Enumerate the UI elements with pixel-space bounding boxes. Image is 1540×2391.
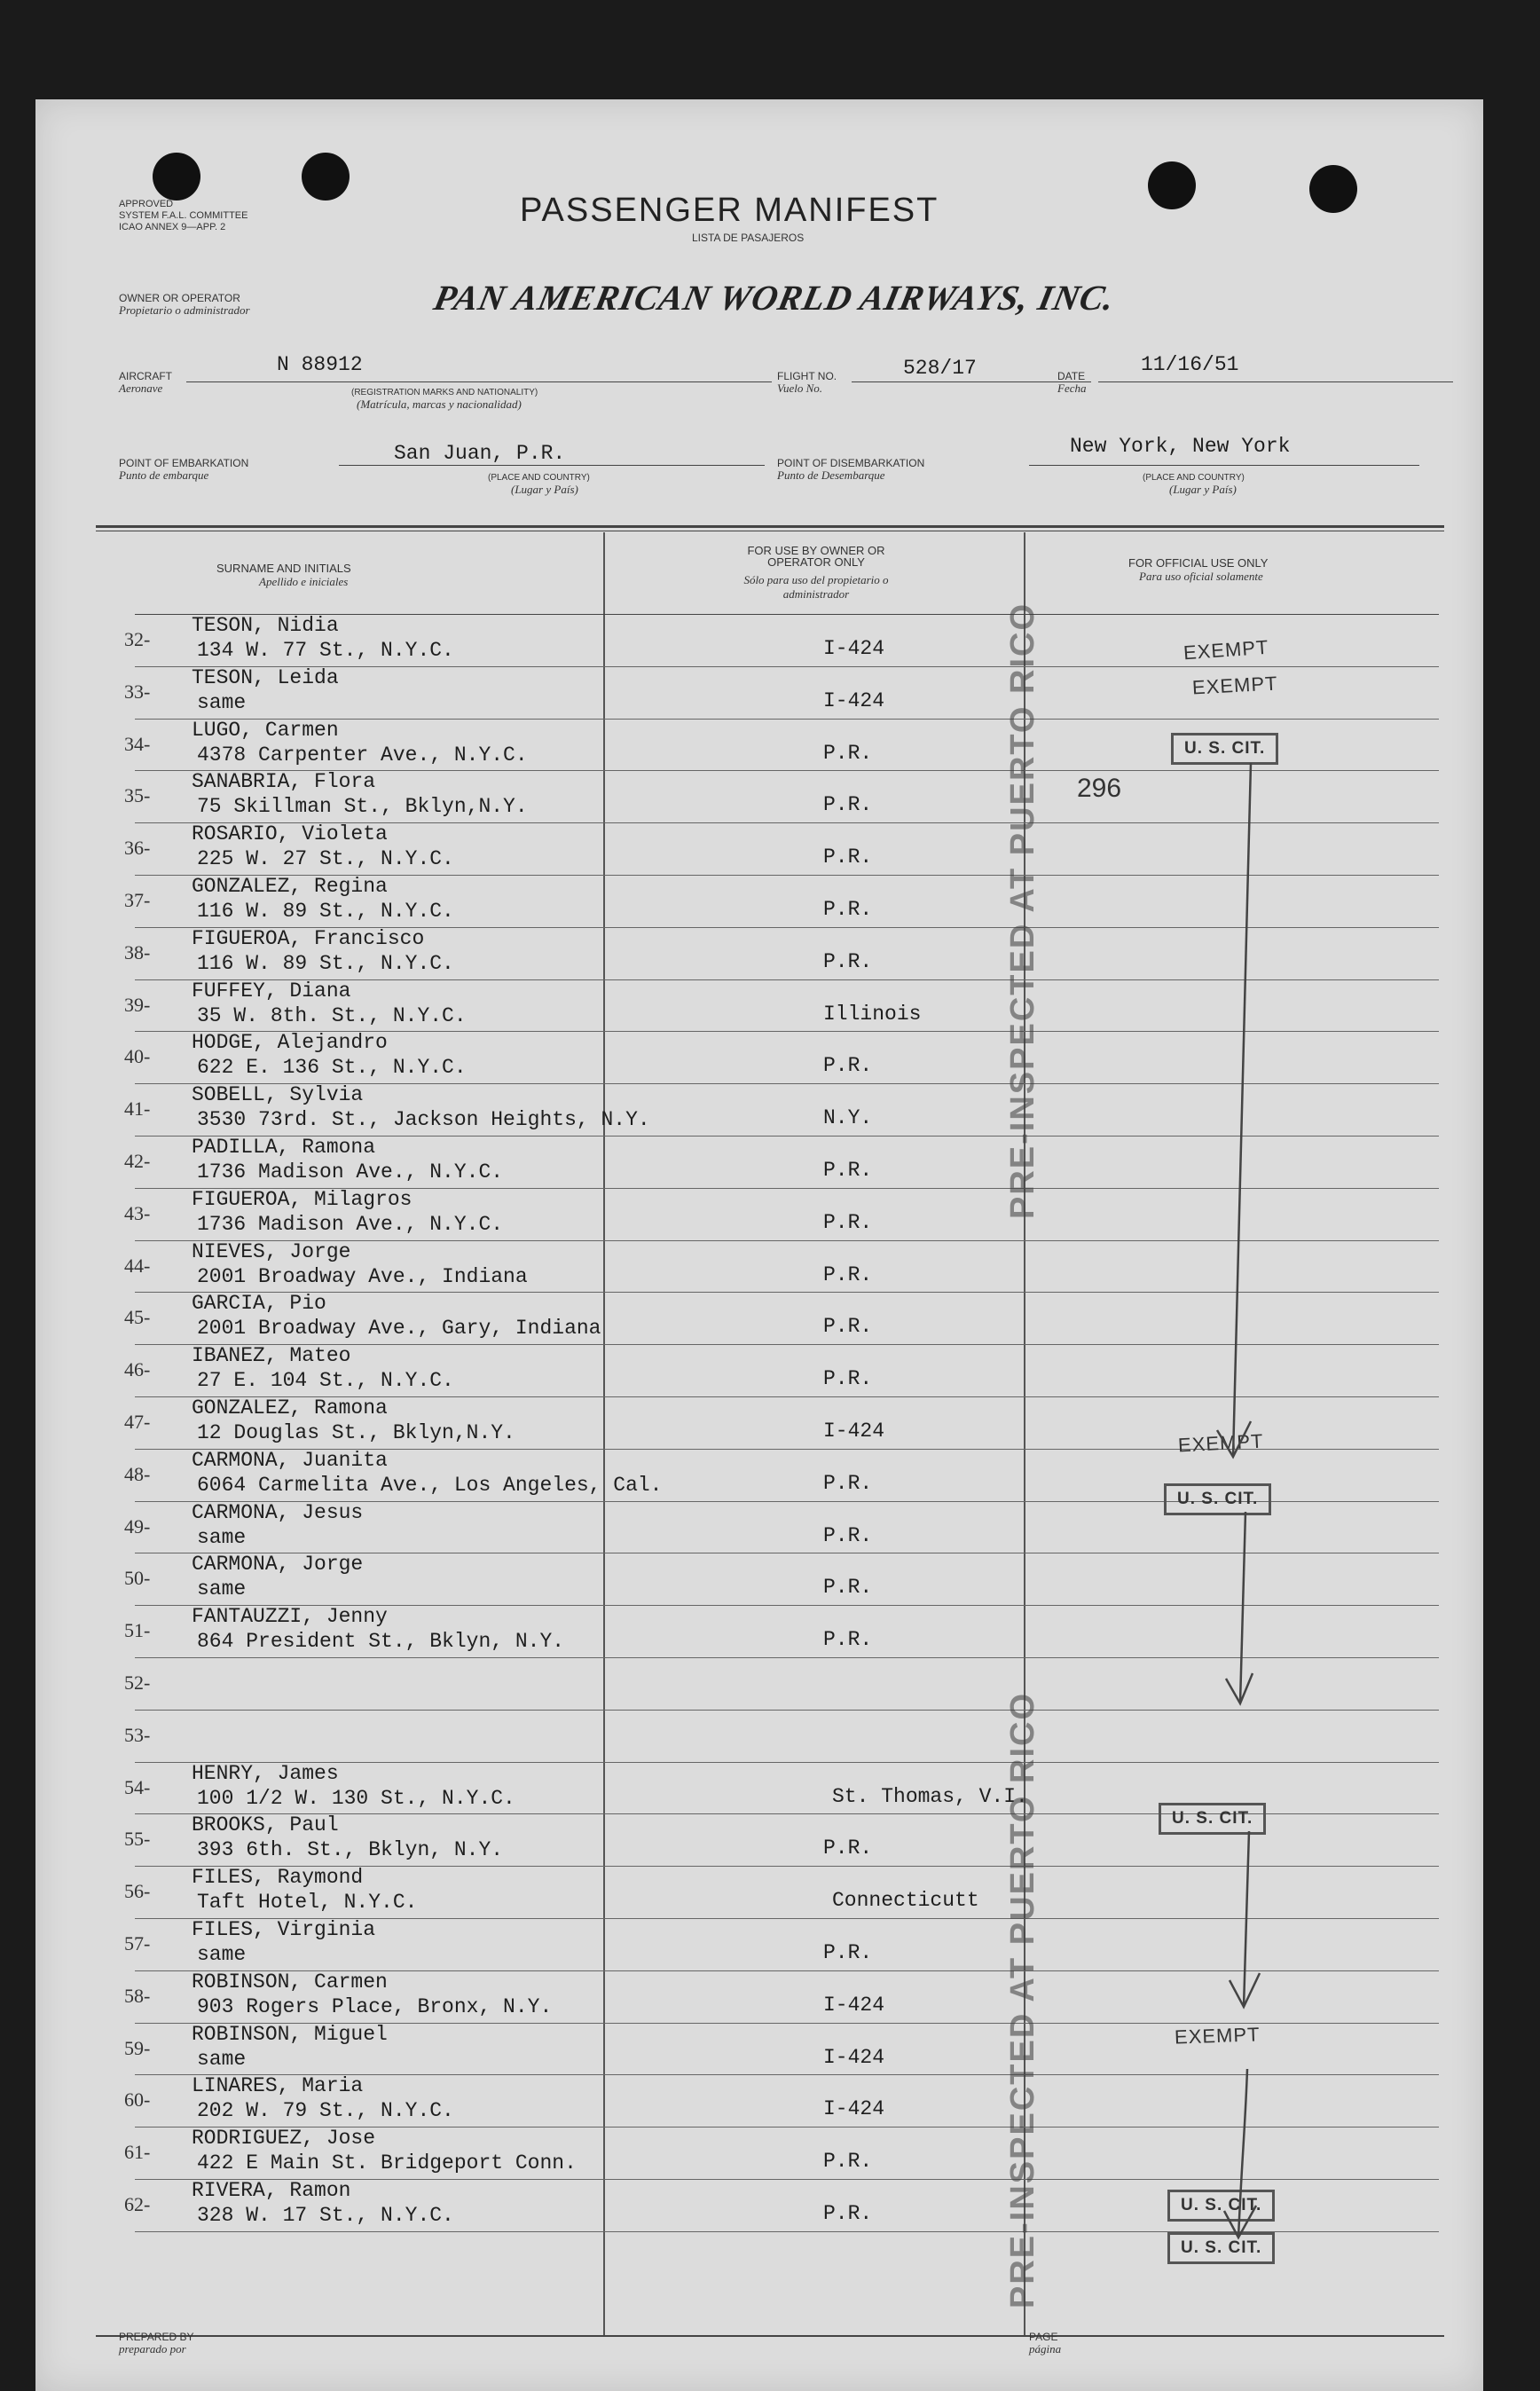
exempt-mark: EXEMPT: [1174, 2023, 1261, 2049]
passenger-number: 52-: [124, 1671, 151, 1694]
passenger-name: LUGO, Carmen: [192, 718, 339, 742]
passenger-address: 3530 73rd. St., Jackson Heights, N.Y.: [197, 1108, 650, 1132]
disembark-value: New York, New York: [1070, 435, 1291, 458]
col-header-official: FOR OFFICIAL USE ONLY: [1128, 556, 1269, 570]
passenger-address: 422 E Main St. Bridgeport Conn.: [197, 2151, 577, 2175]
date-label: DATE: [1057, 370, 1086, 382]
passenger-number: 53-: [124, 1723, 151, 1746]
passenger-address: 202 W. 79 St., N.Y.C.: [197, 2099, 454, 2123]
passenger-owner-use: P.R.: [823, 1315, 873, 1339]
passenger-number: 47-: [124, 1411, 151, 1433]
manifest-title: PASSENGER MANIFEST: [520, 192, 939, 229]
preinspected-stamp: PRE-INSPECTED AT PUERTO RICO: [1004, 602, 1041, 1219]
passenger-number: 55-: [124, 1828, 151, 1851]
passenger-owner-use: P.R.: [823, 949, 873, 973]
passenger-address: 1736 Madison Ave., N.Y.C.: [197, 1212, 504, 1236]
passenger-name: BROOKS, Paul: [192, 1813, 339, 1837]
passenger-number: 40-: [124, 1045, 151, 1068]
approval-line: APPROVED: [119, 199, 174, 209]
passenger-number: 57-: [124, 1932, 151, 1954]
passenger-number: 37-: [124, 889, 151, 911]
passenger-number: 49-: [124, 1514, 151, 1538]
embark-place-sub-es: (Lugar y País): [511, 483, 578, 496]
passenger-address: 225 W. 27 St., N.Y.C.: [197, 847, 454, 871]
passenger-number: 44-: [124, 1254, 151, 1277]
passenger-name: CARMONA, Jorge: [192, 1553, 364, 1577]
date-value: 11/16/51: [1141, 353, 1239, 376]
flight-label: FLIGHT NO.: [777, 370, 837, 382]
passenger-name: RIVERA, Ramon: [192, 2179, 351, 2202]
passenger-number: 54-: [124, 1775, 151, 1798]
passenger-address: 2001 Broadway Ave., Gary, Indiana: [197, 1317, 601, 1341]
passenger-owner-use: I-424: [823, 2045, 885, 2069]
passenger-name: TESON, Nidia: [192, 614, 339, 637]
passenger-address: 4378 Carpenter Ave., N.Y.C.: [197, 743, 528, 767]
passenger-address: 12 Douglas St., Bklyn,N.Y.: [197, 1421, 515, 1444]
flight-value: 528/17: [903, 357, 977, 380]
passenger-name: FANTAUZZI, Jenny: [192, 1605, 388, 1629]
passenger-name: FUFFEY, Diana: [192, 979, 351, 1003]
passenger-address: 100 1/2 W. 130 St., N.Y.C.: [197, 1786, 515, 1810]
passenger-owner-use: P.R.: [823, 1367, 873, 1391]
passenger-number: 35-: [124, 784, 151, 807]
passenger-owner-use: P.R.: [823, 1837, 873, 1860]
passenger-owner-use: St. Thomas, V.I.: [832, 1784, 1028, 1808]
aircraft-label-es: Aeronave: [119, 381, 163, 395]
passenger-owner-use: P.R.: [823, 898, 873, 921]
passenger-address: 1736 Madison Ave., N.Y.C.: [197, 1160, 504, 1184]
embark-place-sub: (PLACE AND COUNTRY): [488, 473, 590, 483]
passenger-number: 38-: [124, 940, 151, 963]
approval-line: ICAO ANNEX 9—APP. 2: [119, 222, 226, 232]
passenger-number: 48-: [124, 1462, 151, 1485]
passenger-name: GARCIA, Pio: [192, 1292, 326, 1316]
passenger-owner-use: I-424: [823, 688, 885, 712]
passenger-name: CARMONA, Jesus: [192, 1500, 364, 1524]
aircraft-underline: [186, 381, 772, 382]
disembark-label-es: Punto de Desembarque: [777, 468, 885, 482]
passenger-name: SANABRIA, Flora: [192, 770, 376, 794]
arrow-line: [1233, 763, 1251, 1457]
us-citizen-stamp: U. S. CIT.: [1167, 2190, 1275, 2222]
passenger-address: Taft Hotel, N.Y.C.: [197, 1891, 418, 1915]
handdrawn-arrows: [1100, 720, 1295, 2282]
passenger-name: HODGE, Alejandro: [192, 1031, 388, 1055]
passenger-number: 36-: [124, 837, 151, 860]
passenger-number: 32-: [124, 628, 151, 650]
exempt-mark: EXEMPT: [1191, 672, 1279, 699]
aircraft-value: N 88912: [277, 353, 363, 376]
approval-block: [119, 199, 248, 233]
operator-name: PAN AMERICAN WORLD AIRWAYS, INC.: [430, 278, 1120, 318]
arrow-line: [1240, 1512, 1245, 1703]
passenger-address: 6064 Carmelita Ave., Los Angeles, Cal.: [197, 1473, 663, 1497]
passenger-name: TESON, Leida: [192, 665, 339, 689]
passenger-owner-use: P.R.: [823, 1159, 873, 1182]
passenger-owner-use: Connecticutt: [832, 1889, 979, 1913]
passenger-name: FILES, Virginia: [192, 1918, 376, 1941]
col-header-name-es: Apellido e iniciales: [259, 575, 349, 588]
passenger-name: HENRY, James: [192, 1761, 339, 1785]
passenger-address: 116 W. 89 St., N.Y.C.: [197, 900, 454, 923]
passenger-number: 41-: [124, 1097, 151, 1121]
us-citizen-stamp: U. S. CIT.: [1159, 1803, 1266, 1835]
passenger-number: 42-: [124, 1150, 151, 1172]
owner-label-es: Propietario o administrador: [119, 303, 250, 317]
passenger-owner-use: P.R.: [823, 1941, 873, 1964]
page-label-es: página: [1029, 2342, 1062, 2356]
passenger-address: 35 W. 8th. St., N.Y.C.: [197, 1003, 467, 1027]
passenger-number: 43-: [124, 1201, 151, 1224]
punch-hole: [302, 153, 350, 201]
passenger-owner-use: P.R.: [823, 1628, 873, 1652]
approval-line: SYSTEM F.A.L. COMMITTEE: [119, 210, 248, 221]
embark-label-es: Punto de embarque: [119, 468, 209, 482]
passenger-number: 45-: [124, 1306, 151, 1329]
page-label: PAGE: [1029, 2331, 1058, 2343]
col-header-name: SURNAME AND INITIALS: [216, 562, 351, 575]
passenger-owner-use: P.R.: [823, 846, 873, 869]
passenger-address: 903 Rogers Place, Bronx, N.Y.: [197, 1994, 553, 2018]
prepared-label: PREPARED BY: [119, 2331, 194, 2343]
manifest-sheet: [35, 99, 1483, 2391]
handwritten-296: 296: [1077, 774, 1122, 803]
exempt-mark: EXEMPT: [1182, 635, 1270, 665]
passenger-owner-use: P.R.: [823, 1576, 873, 1600]
passenger-address: 27 E. 104 St., N.Y.C.: [197, 1369, 454, 1393]
passenger-number: 33-: [124, 680, 151, 703]
passenger-address: same: [197, 1943, 247, 1966]
passenger-name: ROBINSON, Carmen: [192, 1970, 388, 1994]
passenger-owner-use: P.R.: [823, 741, 873, 765]
passenger-owner-use: P.R.: [823, 793, 873, 817]
passenger-address: 622 E. 136 St., N.Y.C.: [197, 1056, 467, 1080]
passenger-owner-use: N.Y.: [823, 1106, 873, 1130]
passenger-name: ROSARIO, Violeta: [192, 822, 388, 846]
prepared-label-es: preparado por: [119, 2342, 186, 2356]
passenger-name: ROBINSON, Miguel: [192, 2022, 388, 2046]
passenger-owner-use: P.R.: [823, 1262, 873, 1286]
passenger-owner-use: I-424: [823, 637, 885, 660]
passenger-name: LINARES, Maria: [192, 2074, 364, 2098]
passenger-number: 58-: [124, 1984, 151, 2007]
passenger-owner-use: P.R.: [823, 1471, 873, 1495]
passenger-owner-use: I-424: [823, 1993, 885, 2017]
passenger-number: 50-: [124, 1567, 151, 1590]
passenger-address: 2001 Broadway Ave., Indiana: [197, 1264, 528, 1288]
passenger-name: IBANEZ, Mateo: [192, 1344, 351, 1368]
passenger-name: NIEVES, Jorge: [192, 1239, 351, 1263]
passenger-name: GONZALEZ, Regina: [192, 875, 388, 898]
embark-label: POINT OF EMBARKATION: [119, 457, 249, 469]
arrow-line: [1238, 2069, 1247, 2238]
column-divider: [603, 532, 605, 2335]
aircraft-sub: (REGISTRATION MARKS AND NATIONALITY): [351, 388, 538, 397]
passenger-address: same: [197, 2047, 247, 2071]
date-underline: [1098, 381, 1453, 382]
us-citizen-stamp: U. S. CIT.: [1164, 1483, 1271, 1515]
passenger-owner-use: P.R.: [823, 2150, 873, 2174]
passenger-name: SOBELL, Sylvia: [192, 1083, 364, 1107]
disembark-underline: [1029, 465, 1419, 466]
passenger-number: 39-: [124, 993, 151, 1016]
passenger-address: same: [197, 1577, 247, 1601]
passenger-name: PADILLA, Ramona: [192, 1136, 376, 1159]
passenger-address: 116 W. 89 St., N.Y.C.: [197, 951, 454, 975]
preinspected-stamp: PRE-INSPECTED AT PUERTO RICO: [1004, 1691, 1041, 2308]
col-header-owner-es: Sólo para uso del propietario o administrador: [743, 573, 889, 601]
col-header-official-es: Para uso oficial solamente: [1139, 570, 1263, 583]
disembark-place-sub: (PLACE AND COUNTRY): [1143, 473, 1245, 483]
disembark-place-sub-es: (Lugar y País): [1169, 483, 1237, 496]
passenger-address: 864 President St., Bklyn, N.Y.: [197, 1630, 565, 1654]
passenger-owner-use: I-424: [823, 2097, 885, 2121]
passenger-number: 34-: [124, 732, 151, 755]
date-label-es: Fecha: [1057, 381, 1087, 395]
passenger-name: FILES, Raymond: [192, 1866, 364, 1890]
table-top-rule: [96, 525, 1444, 528]
aircraft-sub-es: (Matrícula, marcas y nacionalidad): [357, 397, 522, 411]
passenger-owner-use: P.R.: [823, 1210, 873, 1234]
passenger-name: RODRIGUEZ, Jose: [192, 2127, 376, 2151]
exempt-mark: EXEMPT: [1177, 1429, 1265, 1457]
passenger-address: 75 Skillman St., Bklyn,N.Y.: [197, 795, 528, 819]
passenger-owner-use: P.R.: [823, 1523, 873, 1547]
punch-hole: [1309, 165, 1357, 213]
passenger-number: 61-: [124, 2141, 151, 2164]
flight-underline: [852, 381, 1091, 382]
passenger-address: 328 W. 17 St., N.Y.C.: [197, 2204, 454, 2227]
passenger-owner-use: I-424: [823, 1420, 885, 1443]
disembark-label: POINT OF DISEMBARKATION: [777, 457, 925, 469]
manifest-subtitle: LISTA DE PASAJEROS: [692, 232, 805, 244]
passenger-owner-use: Illinois: [823, 1002, 922, 1026]
us-citizen-stamp: U. S. CIT.: [1167, 2232, 1275, 2264]
col-header-owner: FOR USE BY OWNER OR OPERATOR ONLY: [747, 544, 885, 569]
embark-value: San Juan, P.R.: [394, 442, 566, 465]
us-citizen-stamp: U. S. CIT.: [1171, 733, 1278, 765]
passenger-address: 134 W. 77 St., N.Y.C.: [197, 639, 454, 662]
passenger-name: GONZALEZ, Ramona: [192, 1396, 388, 1420]
punch-hole: [153, 153, 200, 201]
passenger-number: 46-: [124, 1358, 151, 1381]
passenger-name: FIGUEROA, Francisco: [192, 926, 425, 950]
passenger-address: 393 6th. St., Bklyn, N.Y.: [197, 1838, 504, 1862]
passenger-owner-use: P.R.: [823, 2202, 873, 2225]
passenger-name: FIGUEROA, Milagros: [192, 1187, 412, 1211]
arrow-line: [1244, 1831, 1249, 2007]
passenger-address: same: [197, 690, 247, 714]
passenger-number: 56-: [124, 1880, 151, 1903]
embark-underline: [339, 465, 765, 466]
passenger-number: 62-: [124, 2193, 151, 2215]
flight-label-es: Vuelo No.: [777, 381, 823, 395]
aircraft-label: AIRCRAFT: [119, 370, 172, 382]
passenger-name: CARMONA, Juanita: [192, 1448, 388, 1472]
table-bottom-rule: [96, 2335, 1444, 2337]
passenger-number: 60-: [124, 2088, 151, 2112]
passenger-number: 59-: [124, 2036, 151, 2059]
passenger-number: 51-: [124, 1619, 151, 1642]
passenger-owner-use: P.R.: [823, 1054, 873, 1078]
punch-hole: [1148, 161, 1196, 209]
passenger-address: same: [197, 1525, 247, 1549]
owner-label: OWNER OR OPERATOR: [119, 292, 240, 304]
